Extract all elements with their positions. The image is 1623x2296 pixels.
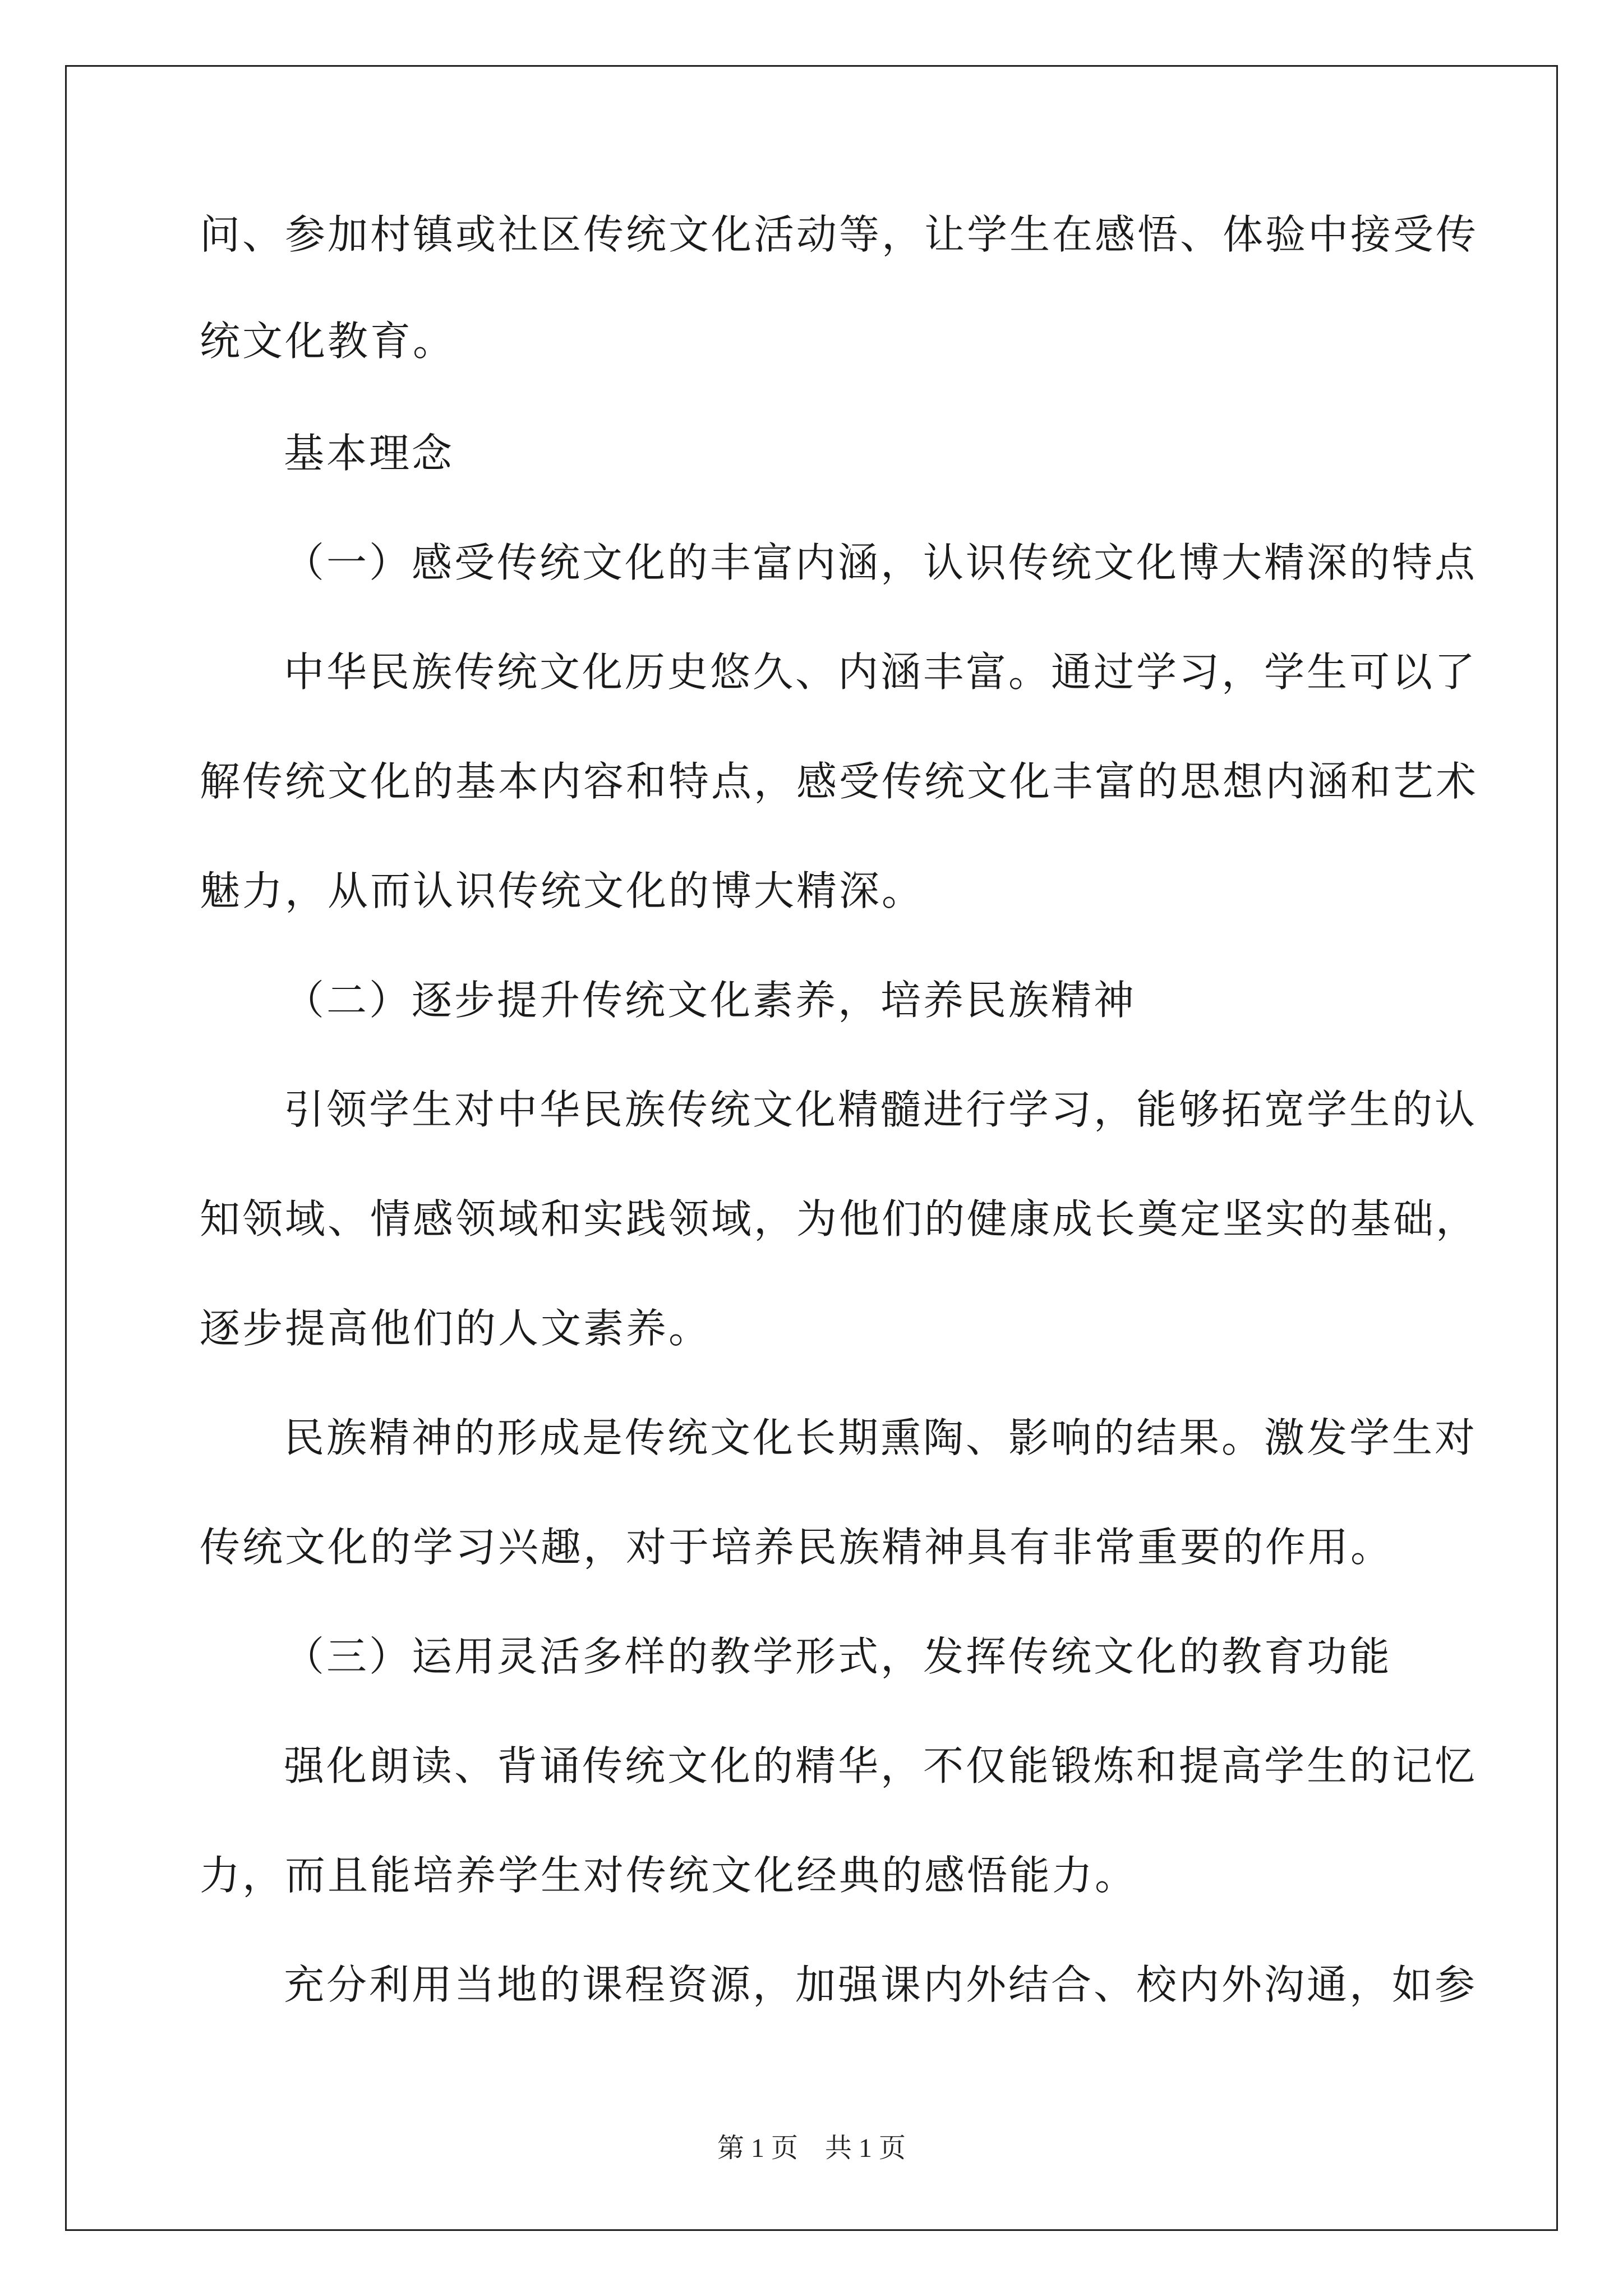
text-line: 解传统文化的基本内容和特点，感受传统文化丰富的思想内涵和艺术 [200,758,1479,805]
text-line: 问、参加村镇或社区传统文化活动等，让学生在感悟、体验中接受传 [200,211,1479,258]
page-number-footer: 第 1 页 共 1 页 [717,2133,906,2163]
text-line: 逐步提高他们的人文素养。 [200,1305,712,1352]
text-line: 中华民族传统文化历史悠久、内涵丰富。通过学习，学生可以了 [284,648,1478,696]
subsection-heading: （三）运用灵活多样的教学形式，发挥传统文化的教育功能 [284,1633,1393,1680]
page-border [65,65,1558,2231]
text-line: 引领学生对中华民族传统文化精髓进行学习，能够拓宽学生的认 [284,1086,1478,1133]
text-line: 魅力，从而认识传统文化的博大精深。 [200,867,925,914]
text-line: 充分利用当地的课程资源，加强课内外结合、校内外沟通，如参 [284,1961,1478,2008]
text-line: 民族精神的形成是传统文化长期熏陶、影响的结果。激发学生对 [284,1414,1478,1461]
subsection-heading: （二）逐步提升传统文化素养，培养民族精神 [284,977,1137,1024]
text-line: 传统文化的学习兴趣，对于培养民族精神具有非常重要的作用。 [200,1524,1394,1571]
section-heading: 基本理念 [284,430,455,477]
text-line: 强化朗读、背诵传统文化的精华，不仅能锻炼和提高学生的记忆 [284,1742,1478,1789]
text-line: 统文化教育。 [200,318,456,365]
text-line: 知领域、情感领域和实践领域，为他们的健康成长奠定坚实的基础， [200,1195,1479,1243]
subsection-heading: （一）感受传统文化的丰富内涵，认识传统文化博大精深的特点 [284,539,1478,586]
text-line: 力，而且能培养学生对传统文化经典的感悟能力。 [200,1852,1138,1899]
